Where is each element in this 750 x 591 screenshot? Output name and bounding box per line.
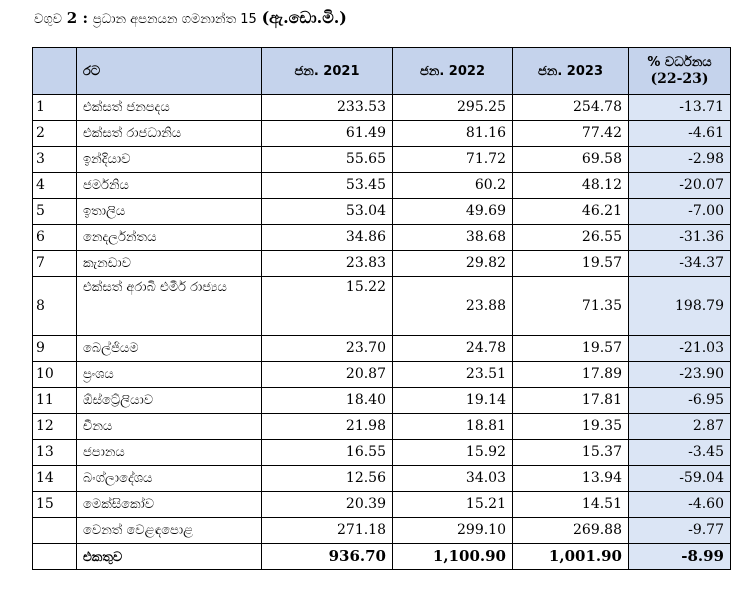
row-growth: -31.36 bbox=[629, 225, 731, 251]
caption-text: ප්‍රධාන අපනයන ගමනාන්ත 15 bbox=[92, 12, 257, 27]
total-index bbox=[33, 544, 77, 570]
row-2023: 269.88 bbox=[513, 518, 629, 544]
row-2021: 20.87 bbox=[262, 362, 393, 388]
header-2023-label: ජන. 2023 bbox=[537, 63, 603, 79]
row-2021: 23.70 bbox=[262, 336, 393, 362]
table-row bbox=[33, 362, 731, 388]
total-2022: 1,100.90 bbox=[393, 544, 513, 570]
row-country bbox=[77, 277, 262, 336]
row-2021: 15.22 bbox=[262, 277, 393, 336]
row-2021: 55.65 bbox=[262, 147, 393, 173]
header-country bbox=[77, 48, 262, 95]
header-growth-period: (22-23) bbox=[650, 71, 709, 87]
row-2023: 254.78 bbox=[513, 95, 629, 121]
row-index: 13 bbox=[33, 440, 77, 466]
table-row bbox=[33, 225, 731, 251]
row-growth: -34.37 bbox=[629, 251, 731, 277]
row-2023: 15.37 bbox=[513, 440, 629, 466]
row-2023: 71.35 bbox=[513, 277, 629, 336]
table-row bbox=[33, 173, 731, 199]
table-row bbox=[33, 121, 731, 147]
row-2023: 48.12 bbox=[513, 173, 629, 199]
row-country bbox=[77, 173, 262, 199]
table-row bbox=[33, 147, 731, 173]
export-destinations-table bbox=[32, 47, 731, 570]
row-growth: -23.90 bbox=[629, 362, 731, 388]
row-2022: 34.03 bbox=[393, 466, 513, 492]
row-index: 7 bbox=[33, 251, 77, 277]
total-growth: -8.99 bbox=[629, 544, 731, 570]
header-country-label: රට bbox=[83, 63, 101, 79]
row-growth: -4.60 bbox=[629, 492, 731, 518]
row-country bbox=[77, 121, 262, 147]
table-row bbox=[33, 388, 731, 414]
row-growth: -13.71 bbox=[629, 95, 731, 121]
row-growth: -2.98 bbox=[629, 147, 731, 173]
row-country bbox=[77, 388, 262, 414]
row-2023: 46.21 bbox=[513, 199, 629, 225]
row-country bbox=[77, 466, 262, 492]
row-index: 5 bbox=[33, 199, 77, 225]
header-2021 bbox=[262, 48, 393, 95]
row-index: 9 bbox=[33, 336, 77, 362]
row-2023: 14.51 bbox=[513, 492, 629, 518]
row-2021: 21.98 bbox=[262, 414, 393, 440]
caption-prefix: වගුව bbox=[34, 12, 62, 27]
row-2023: 19.57 bbox=[513, 336, 629, 362]
row-growth: 198.79 bbox=[629, 277, 731, 336]
row-country-text: චීනය bbox=[83, 419, 113, 434]
row-2022: 295.25 bbox=[393, 95, 513, 121]
table-row bbox=[33, 440, 731, 466]
row-2022: 29.82 bbox=[393, 251, 513, 277]
row-2022: 18.81 bbox=[393, 414, 513, 440]
row-2022: 19.14 bbox=[393, 388, 513, 414]
header-growth-label: % වර්ධනය bbox=[647, 55, 712, 70]
total-2023: 1,001.90 bbox=[513, 544, 629, 570]
header-2022-label: ජන. 2022 bbox=[419, 63, 485, 79]
row-2022: 60.2 bbox=[393, 173, 513, 199]
row-growth: 2.87 bbox=[629, 414, 731, 440]
row-country bbox=[77, 251, 262, 277]
row-2021: 233.53 bbox=[262, 95, 393, 121]
header-2021-label: ජන. 2021 bbox=[294, 63, 360, 79]
row-2022: 38.68 bbox=[393, 225, 513, 251]
row-country-text: බංග්ලාදේශය bbox=[83, 471, 153, 486]
table-row bbox=[33, 518, 731, 544]
table-row bbox=[33, 199, 731, 225]
row-2023: 17.81 bbox=[513, 388, 629, 414]
total-label bbox=[77, 544, 262, 570]
row-country bbox=[77, 336, 262, 362]
row-2022: 23.51 bbox=[393, 362, 513, 388]
row-2023: 69.58 bbox=[513, 147, 629, 173]
row-index: 4 bbox=[33, 173, 77, 199]
row-growth: -4.61 bbox=[629, 121, 731, 147]
row-growth: -21.03 bbox=[629, 336, 731, 362]
total-2021: 936.70 bbox=[262, 544, 393, 570]
row-country-text: ප්‍රංශය bbox=[83, 367, 114, 382]
row-country bbox=[77, 492, 262, 518]
row-2022: 24.78 bbox=[393, 336, 513, 362]
row-growth: -59.04 bbox=[629, 466, 731, 492]
row-growth: -7.00 bbox=[629, 199, 731, 225]
row-2023: 19.35 bbox=[513, 414, 629, 440]
row-index: 10 bbox=[33, 362, 77, 388]
row-country-text: කැනඩාව bbox=[83, 256, 131, 271]
row-2023: 17.89 bbox=[513, 362, 629, 388]
row-growth: -9.77 bbox=[629, 518, 731, 544]
row-country bbox=[77, 440, 262, 466]
table-row bbox=[33, 466, 731, 492]
row-2023: 19.57 bbox=[513, 251, 629, 277]
row-2021: 53.04 bbox=[262, 199, 393, 225]
row-country-text: එක්සත් අරාබි එමීර් රාජ්‍යය bbox=[83, 280, 227, 295]
row-2021: 18.40 bbox=[262, 388, 393, 414]
row-country bbox=[77, 95, 262, 121]
header-2023 bbox=[513, 48, 629, 95]
table-row bbox=[33, 414, 731, 440]
row-2021: 23.83 bbox=[262, 251, 393, 277]
row-2021: 20.39 bbox=[262, 492, 393, 518]
table-row bbox=[33, 251, 731, 277]
row-index: 12 bbox=[33, 414, 77, 440]
row-growth: -6.95 bbox=[629, 388, 731, 414]
row-2023: 26.55 bbox=[513, 225, 629, 251]
row-index: 1 bbox=[33, 95, 77, 121]
table-caption bbox=[34, 8, 347, 28]
table-row bbox=[33, 336, 731, 362]
table-row bbox=[33, 277, 731, 336]
row-2021: 12.56 bbox=[262, 466, 393, 492]
row-2022: 23.88 bbox=[393, 277, 513, 336]
row-growth: -3.45 bbox=[629, 440, 731, 466]
caption-unit: (ඇ.ඩො.මි.) bbox=[261, 8, 347, 27]
table-row bbox=[33, 95, 731, 121]
row-index: 8 bbox=[33, 277, 77, 336]
row-index: 15 bbox=[33, 492, 77, 518]
row-country-text: වෙනත් වෙළඳපොළ bbox=[83, 523, 194, 538]
row-country bbox=[77, 199, 262, 225]
row-2021: 61.49 bbox=[262, 121, 393, 147]
row-2022: 49.69 bbox=[393, 199, 513, 225]
header-index bbox=[33, 48, 77, 95]
row-country-text: නෙදර්ලන්තය bbox=[83, 230, 157, 245]
row-country-text: ජපානය bbox=[83, 445, 125, 460]
row-index: 2 bbox=[33, 121, 77, 147]
row-index: 3 bbox=[33, 147, 77, 173]
row-country-text: ඕස්ට්‍රේලියාව bbox=[83, 393, 154, 408]
row-country bbox=[77, 414, 262, 440]
row-country-text: එක්සත් ජනපදය bbox=[83, 100, 170, 115]
header-growth bbox=[629, 48, 731, 95]
row-index: 14 bbox=[33, 466, 77, 492]
row-2022: 299.10 bbox=[393, 518, 513, 544]
total-label-text: එකතුව bbox=[83, 549, 123, 565]
row-country bbox=[77, 225, 262, 251]
row-2021: 271.18 bbox=[262, 518, 393, 544]
row-country bbox=[77, 362, 262, 388]
header-2022 bbox=[393, 48, 513, 95]
row-country-text: ඉතාලිය bbox=[83, 204, 126, 219]
total-row bbox=[33, 544, 731, 570]
row-2022: 71.72 bbox=[393, 147, 513, 173]
row-index: 11 bbox=[33, 388, 77, 414]
row-2022: 81.16 bbox=[393, 121, 513, 147]
row-country bbox=[77, 518, 262, 544]
row-country-text: ජර්මනිය bbox=[83, 178, 129, 193]
row-2021: 34.86 bbox=[262, 225, 393, 251]
header-row bbox=[33, 48, 731, 95]
caption-number: 2 : bbox=[66, 9, 88, 27]
row-index: 6 bbox=[33, 225, 77, 251]
row-2022: 15.92 bbox=[393, 440, 513, 466]
row-2021: 16.55 bbox=[262, 440, 393, 466]
row-country-text: එක්සත් රාජධානිය bbox=[83, 126, 182, 141]
row-index bbox=[33, 518, 77, 544]
row-2023: 77.42 bbox=[513, 121, 629, 147]
row-growth: -20.07 bbox=[629, 173, 731, 199]
row-2023: 13.94 bbox=[513, 466, 629, 492]
row-country bbox=[77, 147, 262, 173]
table-row bbox=[33, 492, 731, 518]
row-2021: 53.45 bbox=[262, 173, 393, 199]
row-country-text: මෙක්සිකෝව bbox=[83, 497, 155, 512]
row-2022: 15.21 bbox=[393, 492, 513, 518]
row-country-text: බෙල්ජියම bbox=[83, 341, 139, 356]
row-country-text: ඉන්දියාව bbox=[83, 152, 131, 167]
